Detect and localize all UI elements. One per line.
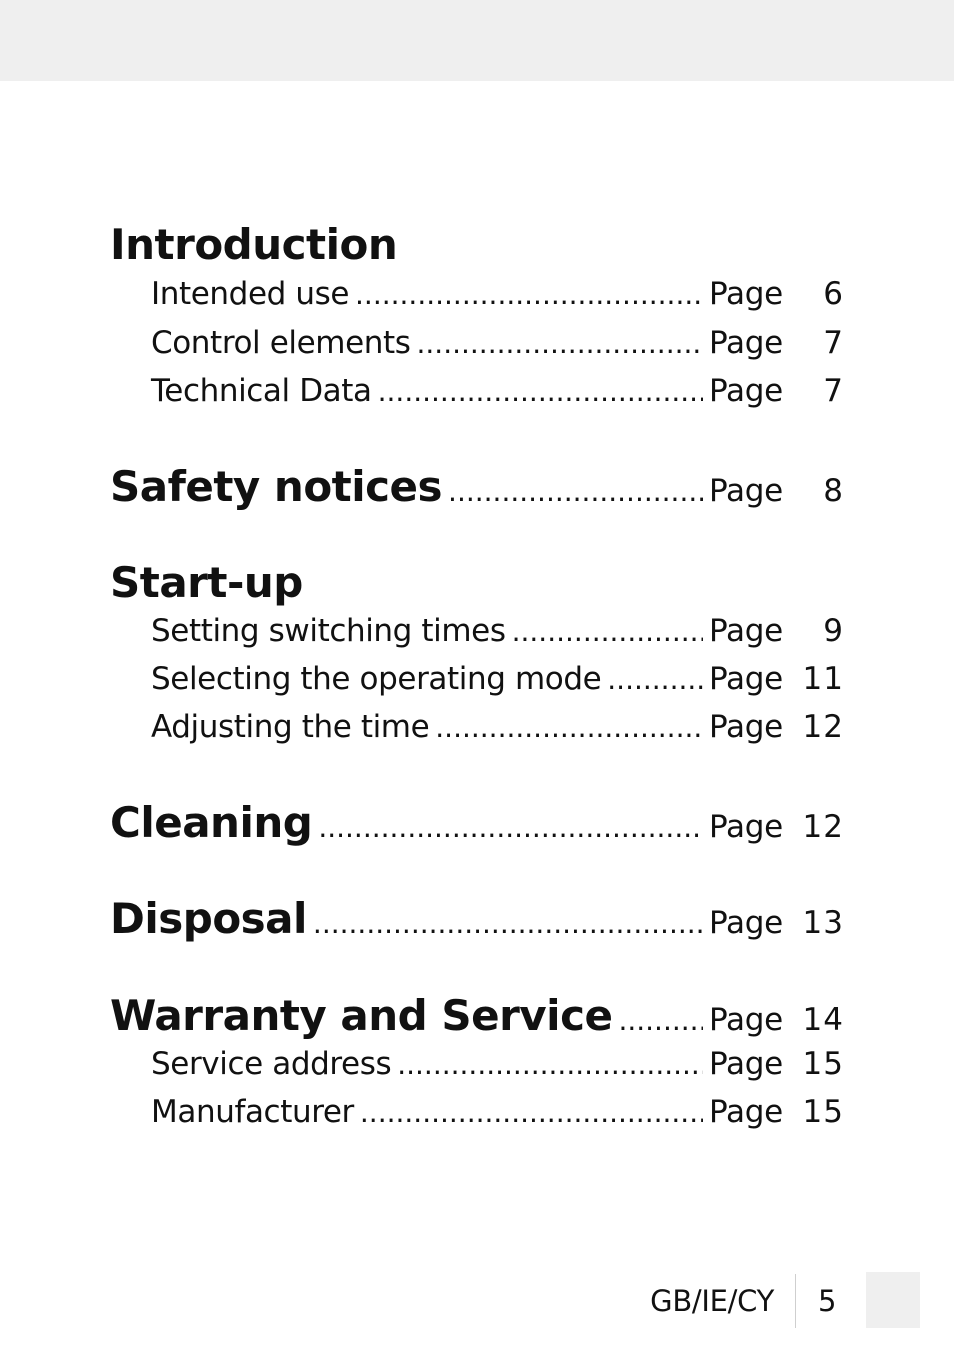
section-heading-start-up [110, 558, 844, 607]
leader-dots [355, 281, 703, 309]
leader-dots [607, 666, 703, 694]
entry-title: Warranty and Service [110, 991, 613, 1040]
leader-dots [448, 478, 703, 506]
section-heading: Start-up [110, 558, 303, 607]
page-number: 12 [802, 809, 844, 845]
footer-page-number: 5 [818, 1284, 837, 1318]
entry-title: Technical Data [151, 373, 372, 409]
page-number: 13 [802, 905, 844, 941]
entry-title: Setting switching times [151, 613, 506, 649]
toc-entry-disposal[interactable] [110, 894, 844, 943]
leader-dots [417, 330, 704, 358]
toc-entry-manufacturer[interactable] [151, 1094, 844, 1130]
entry-title: Cleaning [110, 798, 313, 847]
leader-dots [378, 378, 703, 406]
page-number: 12 [802, 709, 844, 745]
page-footer [0, 1280, 954, 1330]
header-band [0, 0, 954, 81]
page-label: Page [709, 325, 783, 361]
leader-dots [512, 618, 703, 646]
page-number: 15 [802, 1094, 844, 1130]
page-label: Page [709, 473, 783, 509]
leader-dots [435, 714, 703, 742]
footer-divider [795, 1274, 796, 1328]
toc-entry-selecting-operating-mode[interactable] [151, 661, 844, 697]
page-label: Page [709, 1046, 783, 1082]
toc-entry-safety-notices[interactable] [110, 462, 844, 511]
toc-entry-warranty-and-service[interactable] [110, 991, 844, 1040]
toc-entry-setting-switching-times[interactable] [151, 613, 844, 649]
region-code: GB/IE/CY [650, 1284, 774, 1318]
entry-title: Control elements [151, 325, 411, 361]
entry-title: Disposal [110, 894, 307, 943]
section-heading: Introduction [110, 220, 398, 269]
corner-tab [866, 1272, 920, 1328]
page-label: Page [709, 613, 783, 649]
page-label: Page [709, 809, 783, 845]
toc-entry-control-elements[interactable] [151, 325, 844, 361]
page-label: Page [709, 1002, 783, 1038]
leader-dots [360, 1099, 703, 1127]
entry-title: Service address [151, 1046, 392, 1082]
entry-title: Adjusting the time [151, 709, 430, 745]
entry-title: Manufacturer [151, 1094, 354, 1130]
page-number: 8 [823, 473, 844, 509]
page-number: 15 [802, 1046, 844, 1082]
toc-entry-technical-data[interactable] [151, 373, 844, 409]
leader-dots [313, 910, 703, 938]
page-number: 9 [823, 613, 844, 649]
page-number: 11 [802, 661, 844, 697]
page-label: Page [709, 276, 783, 312]
toc-entry-cleaning[interactable] [110, 798, 844, 847]
toc-entry-service-address[interactable] [151, 1046, 844, 1082]
page-label: Page [709, 905, 783, 941]
entry-title: Selecting the operating mode [151, 661, 602, 697]
page-number: 7 [823, 325, 844, 361]
page-label: Page [709, 661, 783, 697]
page-number: 7 [823, 373, 844, 409]
toc-entry-intended-use[interactable] [151, 276, 844, 312]
entry-title: Safety notices [110, 462, 443, 511]
leader-dots [318, 814, 703, 842]
page-number: 14 [802, 1002, 844, 1038]
page-label: Page [709, 373, 783, 409]
page-label: Page [709, 709, 783, 745]
page-number: 6 [823, 276, 844, 312]
entry-title: Intended use [151, 276, 350, 312]
page-label: Page [709, 1094, 783, 1130]
section-heading-introduction [110, 220, 844, 269]
leader-dots [618, 1007, 703, 1035]
leader-dots [397, 1051, 703, 1079]
toc-entry-adjusting-the-time[interactable] [151, 709, 844, 745]
